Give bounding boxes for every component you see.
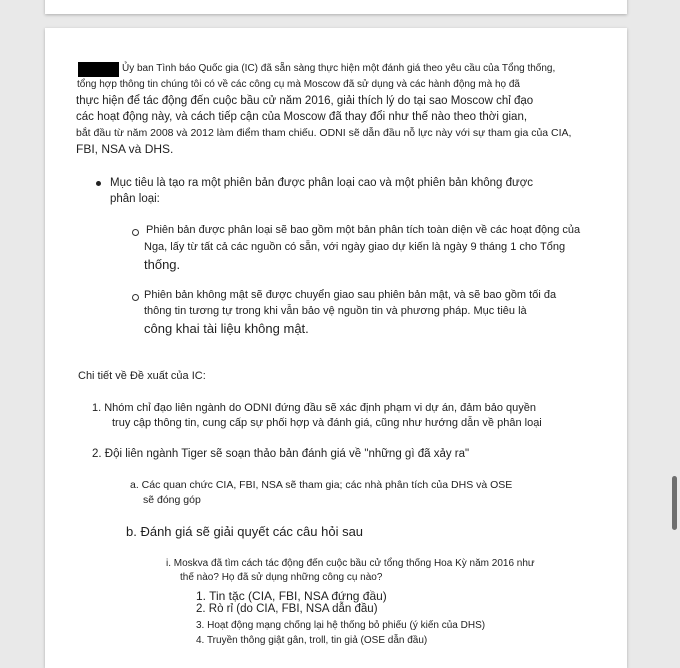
unclassified-line-1: Phiên bản không mật sẽ được chuyển giao sau phiên bản mật, và sẽ bao gồm tối đa bbox=[144, 289, 557, 301]
scrollbar[interactable] bbox=[670, 0, 680, 648]
tool-item-4: 4. Truyền thông giật gân, troll, tin giả (OSE dẫn đầu) bbox=[196, 635, 428, 646]
item-i-line-1: i. Moskva đã tìm cách tác động đến cuộc bầu cử tổng thống Hoa Kỳ năm 2016 như bbox=[166, 558, 535, 569]
intro-line-4: các hoạt động này, và cách tiếp cận của Moscow đã thay đổi như thế nào theo thời gian, bbox=[76, 111, 528, 123]
item-2a-line-1: a. Các quan chức CIA, FBI, NSA sẽ tham gia; các nhà phân tích của DHS và OSE bbox=[130, 479, 513, 491]
intro-line-1: Ủy ban Tình báo Quốc gia (IC) đã sẵn sàng thực hiện một đánh giá theo yêu cầu của Tổng thống, bbox=[122, 63, 556, 74]
intro-line-2: tổng hợp thông tin chúng tôi có về các công cụ mà Moscow đã sử dụng và các hành động mà họ đã bbox=[77, 79, 520, 90]
goal-line-1: Mục tiêu là tạo ra một phiên bản được phân loại cao và một phiên bản không được bbox=[110, 177, 534, 189]
bullet-dot-icon bbox=[96, 181, 101, 186]
bullet-circle-icon bbox=[132, 229, 139, 236]
unclassified-line-3: công khai tài liệu không mật. bbox=[144, 321, 309, 336]
tool-item-1: 1. Tin tặc (CIA, FBI, NSA đứng đầu) bbox=[196, 589, 387, 603]
intro-line-6: FBI, NSA và DHS. bbox=[76, 142, 174, 156]
unclassified-line-2: thông tin tương tự trong khi vẫn bảo vệ nguồn tin và phương pháp. Mục tiêu là bbox=[144, 305, 527, 317]
details-heading: Chi tiết về Đề xuất của IC: bbox=[78, 370, 206, 382]
tool-item-2: 2. Rò rỉ (do CIA, FBI, NSA dẫn đầu) bbox=[196, 603, 378, 615]
item-1-line-1: 1. Nhóm chỉ đạo liên ngành do ODNI đứng đầu sẽ xác định phạm vi dự án, đảm bảo quyền bbox=[92, 402, 537, 414]
redaction-block bbox=[78, 62, 119, 77]
intro-line-5: bắt đầu từ năm 2008 và 2012 làm điểm tham chiếu. ODNI sẽ dẫn đầu nỗ lực này với sự tham gia của CIA, bbox=[76, 127, 572, 139]
previous-page-bottom bbox=[45, 0, 627, 14]
item-1-line-2: truy cập thông tin, cung cấp sự phối hợp và đánh giá, cũng như hướng dẫn về phân loại bbox=[112, 417, 542, 429]
scrollbar-thumb[interactable] bbox=[672, 476, 677, 530]
item-2a-line-2: sẽ đóng góp bbox=[143, 494, 201, 506]
item-2b: b. Đánh giá sẽ giải quyết các câu hỏi sau bbox=[126, 524, 364, 539]
intro-line-3: thực hiện để tác động đến cuộc bầu cử năm 2016, giải thích lý do tại sao Moscow chỉ đạo bbox=[76, 95, 534, 107]
item-2: 2. Đội liên ngành Tiger sẽ soạn thảo bản đánh giá về "những gì đã xảy ra" bbox=[92, 448, 470, 460]
bullet-circle-icon bbox=[132, 294, 139, 301]
tool-item-3: 3. Hoạt động mạng chống lại hệ thống bỏ phiếu (ý kiến của DHS) bbox=[196, 620, 486, 631]
classified-line-1: Phiên bản được phân loại sẽ bao gồm một bản phân tích toàn diện về các hoạt động của bbox=[146, 224, 581, 236]
goal-line-2: phân loại: bbox=[110, 193, 160, 205]
classified-line-2: Nga, lấy từ tất cả các nguồn có sẵn, với ngày giao dự kiến là ngày 9 tháng 1 cho Tổng bbox=[144, 241, 566, 253]
item-i-line-2: thế nào? Họ đã sử dụng những công cụ nào? bbox=[180, 572, 383, 583]
classified-line-3: thống. bbox=[144, 257, 181, 272]
